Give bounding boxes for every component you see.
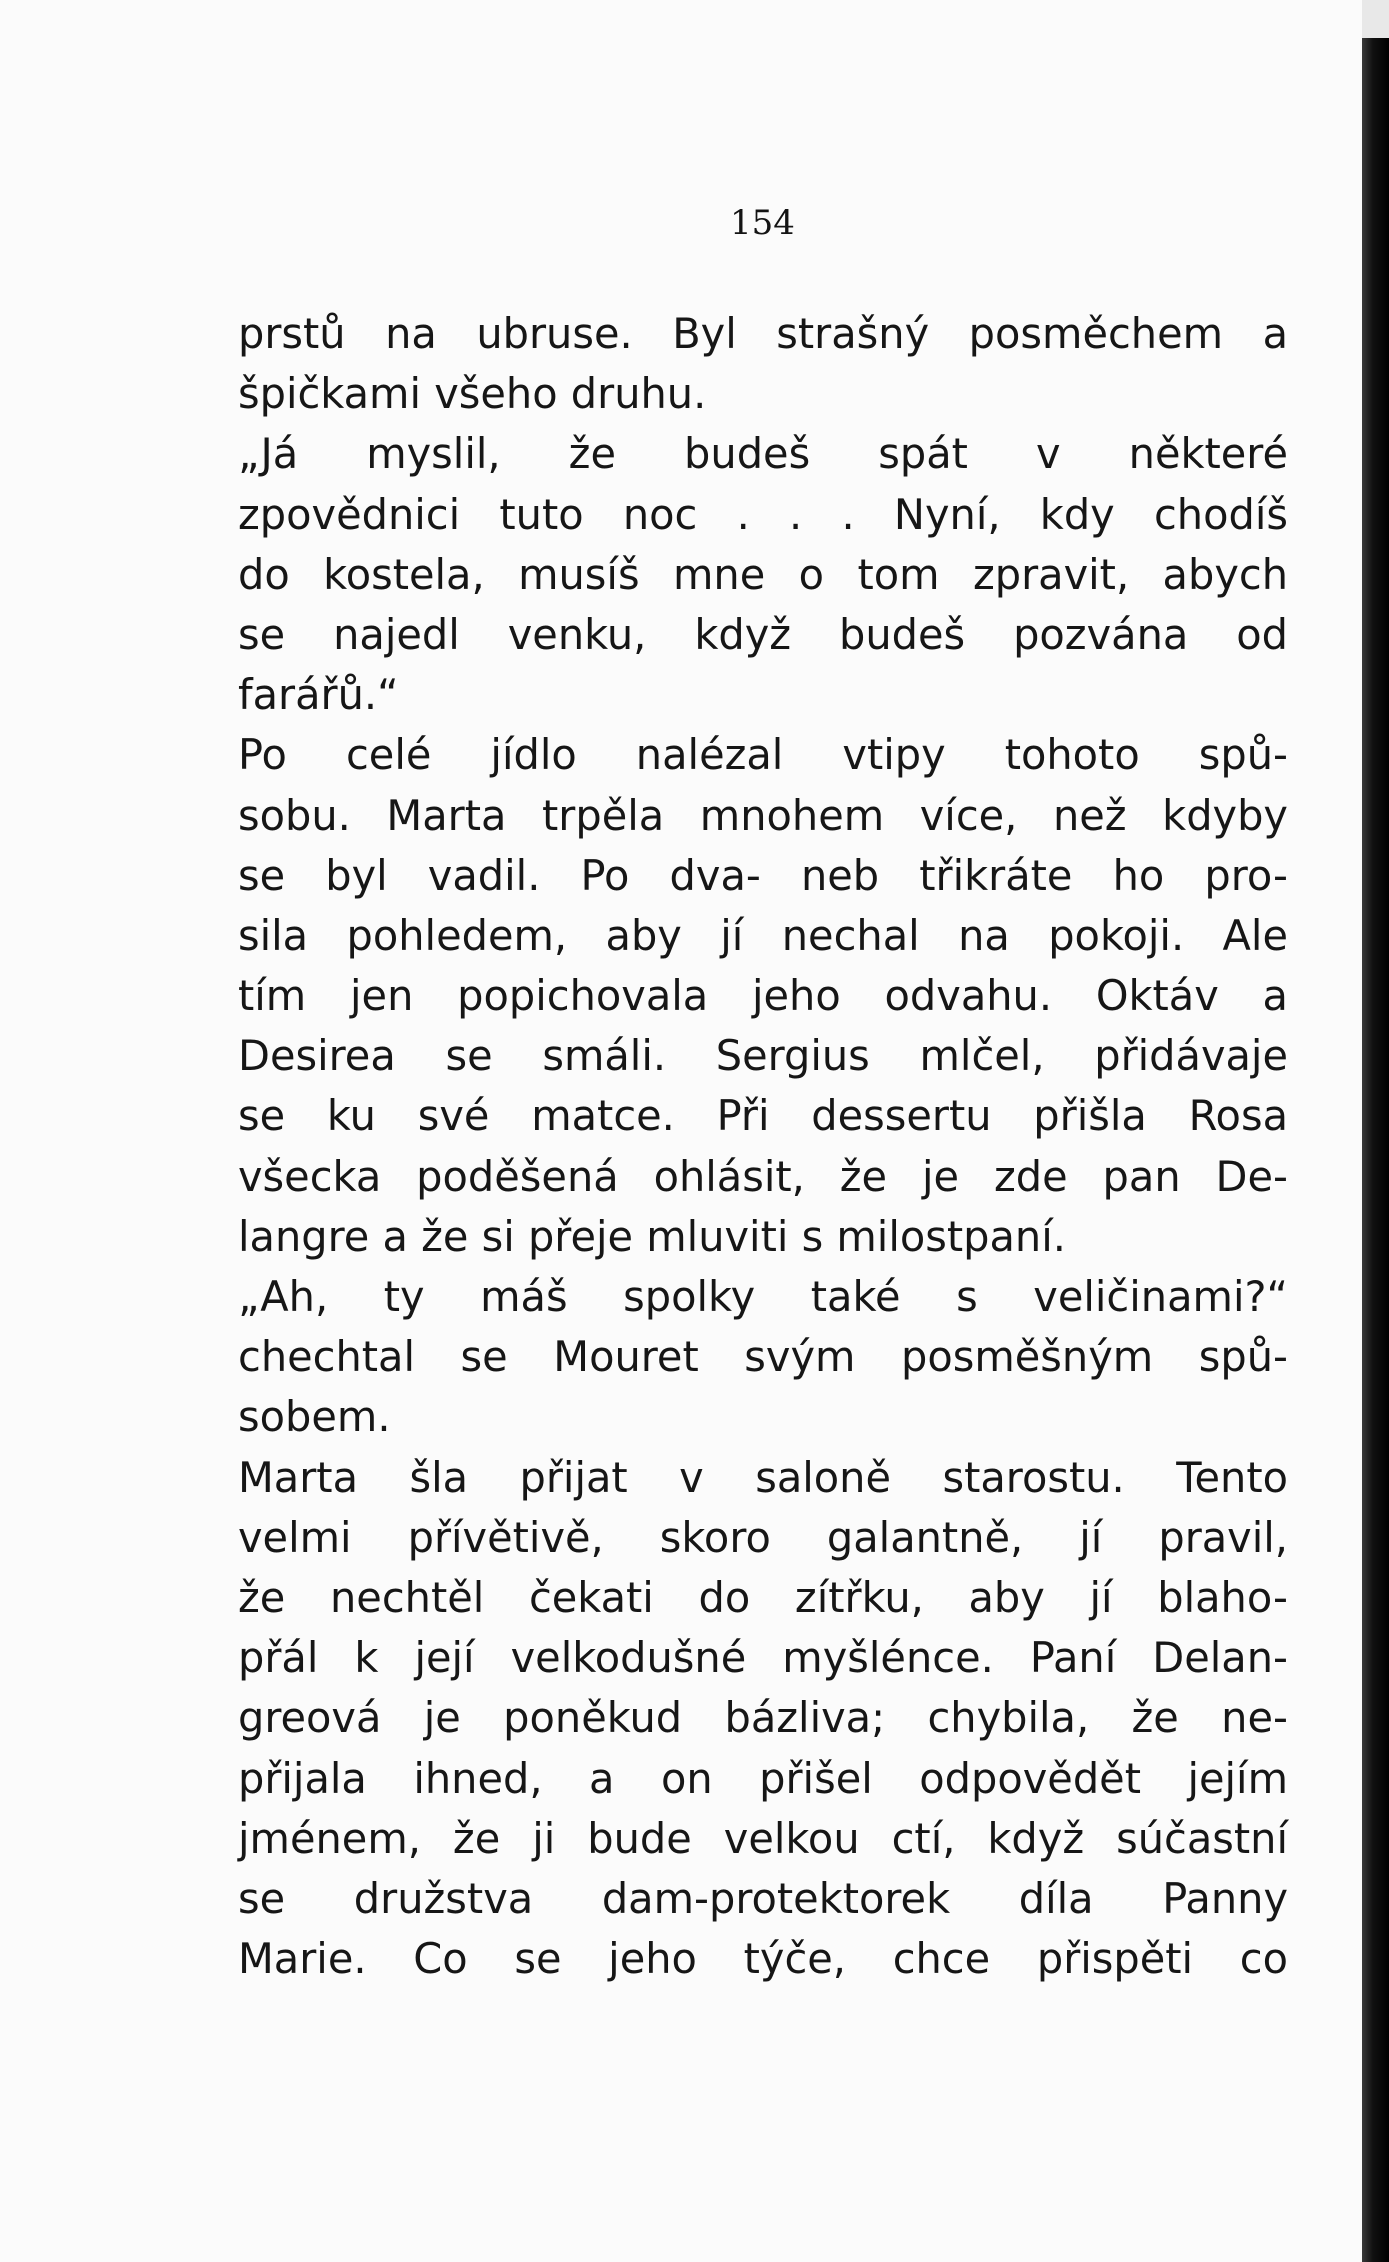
text-line: přijala ihned, a on přišel odpovědět jejím [238, 1753, 1288, 1803]
text-line: Po celé jídlo nalézal vtipy tohoto spů- [238, 730, 1288, 780]
text-line: sobu. Marta trpěla mnohem více, než kdyby [238, 790, 1288, 840]
text-line: greová je poněkud bázliva; chybila, že ne- [238, 1693, 1288, 1743]
page-edge-top [1362, 0, 1389, 38]
text-line: špičkami všeho druhu. [238, 369, 707, 419]
text-line: tím jen popichovala jeho odvahu. Oktáv a [238, 971, 1288, 1021]
text-line: velmi přívětivě, skoro galantně, jí pravil, [238, 1512, 1288, 1562]
text-line: sila pohledem, aby jí nechal na pokoji. Ale [238, 910, 1288, 960]
text-line: přál k její velkodušné myšlénce. Paní Delan- [238, 1633, 1288, 1683]
text-line: Marta šla přijat v saloně starostu. Tento [238, 1452, 1288, 1502]
text-line: farářů.“ [238, 670, 399, 720]
text-line: do kostela, musíš mne o tom zpravit, abych [238, 549, 1288, 599]
text-line: Desirea se smáli. Sergius mlčel, přidávaje [238, 1031, 1288, 1081]
text-line: že nechtěl čekati do zítřku, aby jí blaho- [238, 1572, 1288, 1622]
text-line: sobem. [238, 1392, 391, 1442]
text-line: „Ah, ty máš spolky také s veličinami?“ [238, 1272, 1288, 1321]
text-line: zpovědnici tuto noc . . . Nyní, kdy chodíš [238, 489, 1288, 539]
text-line: se ku své matce. Při dessertu přišla Rosa [238, 1091, 1288, 1141]
book-spine-edge [1362, 38, 1389, 2262]
text-line: „Já myslil, že budeš spát v některé [238, 429, 1288, 479]
text-line: se družstva dam-protektorek díla Panny [238, 1873, 1288, 1923]
text-line: všecka poděšená ohlásit, že je zde pan De- [238, 1151, 1288, 1201]
page-number: 154 [730, 203, 795, 243]
text-line: Marie. Co se jeho týče, chce přispěti co [238, 1934, 1288, 1984]
text-line: se najedl venku, když budeš pozvána od [238, 609, 1288, 659]
text-line: langre a že si přeje mluviti s milostpaní. [238, 1211, 1066, 1261]
text-line: se byl vadil. Po dva- neb třikráte ho pro- [238, 850, 1288, 900]
text-line: prstů na ubruse. Byl strašný posměchem a [238, 309, 1288, 358]
body-text [238, 304, 1288, 1989]
text-line: chechtal se Mouret svým posměšným spů- [238, 1332, 1288, 1382]
text-line: jménem, že ji bude velkou ctí, když súčastní [238, 1813, 1288, 1863]
